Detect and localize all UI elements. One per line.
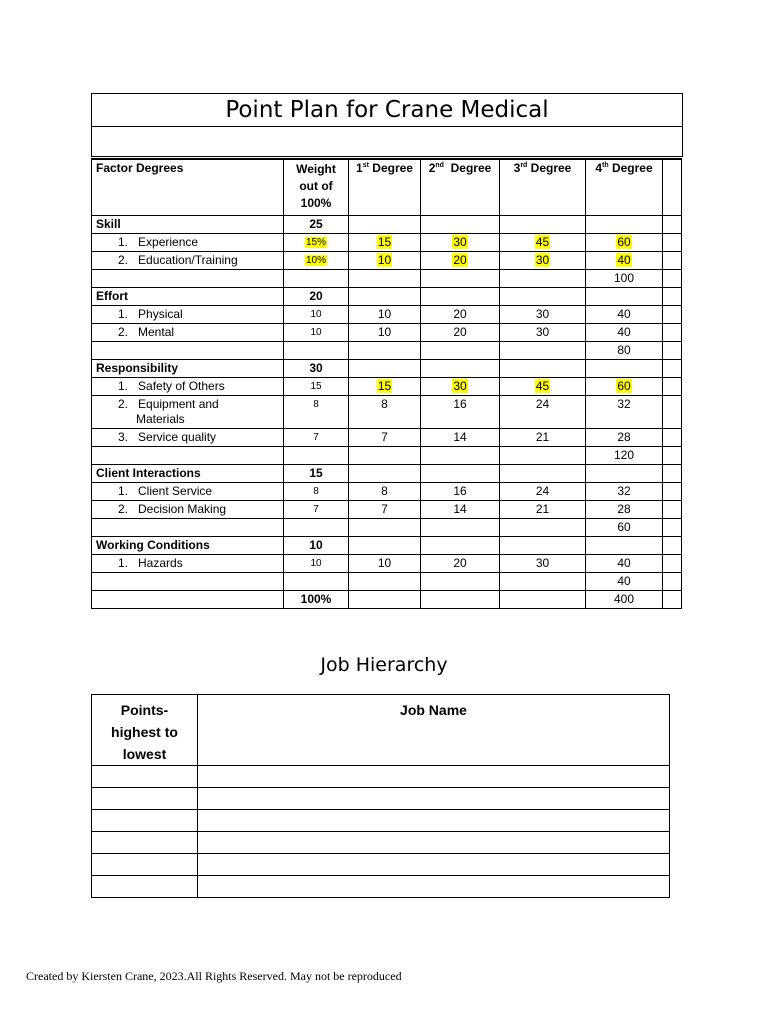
section-weight: 20 xyxy=(284,287,349,305)
footer-copyright: Created by Kiersten Crane, 2023.All Rights Reserved. May not be reproduced xyxy=(26,969,402,983)
job-name-cell[interactable] xyxy=(198,766,670,788)
degree-value: 15 xyxy=(349,233,421,251)
section-row xyxy=(92,215,682,233)
degree-value: 30 xyxy=(421,233,500,251)
degree-value: 8 xyxy=(349,395,421,428)
degree-value: 30 xyxy=(500,251,586,269)
degree-value: 7 xyxy=(349,428,421,446)
subtotal-row xyxy=(92,341,682,359)
degree-value: 32 xyxy=(586,395,663,428)
job-name-cell[interactable] xyxy=(198,788,670,810)
factor-label: 3. Service quality xyxy=(92,428,284,446)
points-cell[interactable] xyxy=(92,832,198,854)
factor-label: 1. Hazards xyxy=(92,554,284,572)
factor-weight: 7 xyxy=(284,428,349,446)
factor-row xyxy=(92,323,682,341)
degree-value: 30 xyxy=(500,305,586,323)
points-cell[interactable] xyxy=(92,788,198,810)
factor-row xyxy=(92,428,682,446)
factor-label: 1. Experience xyxy=(92,233,284,251)
degree-value: 45 xyxy=(500,233,586,251)
section-label: Effort xyxy=(92,287,284,305)
degree-value: 20 xyxy=(421,323,500,341)
table-row xyxy=(92,766,670,788)
subtotal-value: 120 xyxy=(586,446,663,464)
degree-value: 30 xyxy=(500,554,586,572)
factor-label: 2. Decision Making xyxy=(92,500,284,518)
degree-value: 14 xyxy=(421,500,500,518)
degree-value: 15 xyxy=(349,377,421,395)
factor-label: 2. Equipment and Materials xyxy=(92,395,284,428)
factor-row xyxy=(92,500,682,518)
section-weight: 15 xyxy=(284,464,349,482)
blank-cell xyxy=(663,159,682,215)
degree-value: 28 xyxy=(586,500,663,518)
degree-value: 10 xyxy=(349,305,421,323)
table-row xyxy=(92,832,670,854)
subtotal-row xyxy=(92,518,682,536)
subtotal-row xyxy=(92,572,682,590)
factor-row xyxy=(92,233,682,251)
degree-value: 40 xyxy=(586,323,663,341)
degree-value: 7 xyxy=(349,500,421,518)
factor-weight: 15 xyxy=(284,377,349,395)
factor-label: 1. Client Service xyxy=(92,482,284,500)
job-hierarchy-table xyxy=(91,694,670,898)
subtotal-row xyxy=(92,269,682,287)
job-name-cell[interactable] xyxy=(198,832,670,854)
section-label: Responsibility xyxy=(92,359,284,377)
table-row xyxy=(92,876,670,898)
factor-label: 2. Education/Training xyxy=(92,251,284,269)
factor-row xyxy=(92,251,682,269)
header-degree-1: 1st Degree xyxy=(349,159,421,215)
degree-value: 8 xyxy=(349,482,421,500)
factor-label: 2. Mental xyxy=(92,323,284,341)
factor-weight: 7 xyxy=(284,500,349,518)
factor-row xyxy=(92,377,682,395)
section-weight: 25 xyxy=(284,215,349,233)
factor-weight: 8 xyxy=(284,482,349,500)
subtotal-value: 80 xyxy=(586,341,663,359)
degree-value: 30 xyxy=(500,323,586,341)
degree-value: 16 xyxy=(421,482,500,500)
points-cell[interactable] xyxy=(92,810,198,832)
factor-label: 1. Safety of Others xyxy=(92,377,284,395)
section-label: Working Conditions xyxy=(92,536,284,554)
degree-value: 10 xyxy=(349,251,421,269)
factor-row xyxy=(92,482,682,500)
section-label: Skill xyxy=(92,215,284,233)
degree-value: 16 xyxy=(421,395,500,428)
degree-value: 30 xyxy=(421,377,500,395)
job-hierarchy-title: Job Hierarchy xyxy=(320,654,448,676)
point-plan-table xyxy=(91,158,682,609)
degree-value: 21 xyxy=(500,500,586,518)
factor-weight: 10 xyxy=(284,323,349,341)
job-name-cell[interactable] xyxy=(198,854,670,876)
degree-value: 14 xyxy=(421,428,500,446)
subtotal-value: 60 xyxy=(586,518,663,536)
table-row xyxy=(92,788,670,810)
header-degree-2: 2nd Degree xyxy=(421,159,500,215)
factor-row xyxy=(92,395,682,428)
section-label: Client Interactions xyxy=(92,464,284,482)
header-degree-3: 3rd Degree xyxy=(500,159,586,215)
header-row xyxy=(92,159,682,215)
points-cell[interactable] xyxy=(92,876,198,898)
header-points: Points-highest to lowest xyxy=(92,695,198,766)
job-name-cell[interactable] xyxy=(198,810,670,832)
section-weight: 30 xyxy=(284,359,349,377)
degree-value: 45 xyxy=(500,377,586,395)
grand-total-weight: 100% xyxy=(284,590,349,608)
degree-value: 24 xyxy=(500,482,586,500)
degree-value: 24 xyxy=(500,395,586,428)
degree-value: 20 xyxy=(421,305,500,323)
factor-weight: 10 xyxy=(284,554,349,572)
subtotal-value: 40 xyxy=(586,572,663,590)
degree-value: 28 xyxy=(586,428,663,446)
factor-weight: 8 xyxy=(284,395,349,428)
degree-value: 20 xyxy=(421,251,500,269)
header-job-name: Job Name xyxy=(198,695,670,766)
degree-value: 32 xyxy=(586,482,663,500)
job-hierarchy-header xyxy=(92,695,670,766)
factor-row xyxy=(92,305,682,323)
factor-weight: 10 xyxy=(284,305,349,323)
header-degree-4: 4th Degree xyxy=(586,159,663,215)
header-factor: Factor Degrees xyxy=(92,159,284,215)
factor-weight: 10% xyxy=(284,251,349,269)
degree-value: 20 xyxy=(421,554,500,572)
degree-value: 40 xyxy=(586,305,663,323)
degree-value: 21 xyxy=(500,428,586,446)
degree-value: 60 xyxy=(586,377,663,395)
subtotal-value: 100 xyxy=(586,269,663,287)
factor-row xyxy=(92,554,682,572)
section-row xyxy=(92,359,682,377)
header-weight: Weight out of 100% xyxy=(284,159,349,215)
degree-value: 40 xyxy=(586,251,663,269)
points-cell[interactable] xyxy=(92,766,198,788)
points-cell[interactable] xyxy=(92,854,198,876)
degree-value: 40 xyxy=(586,554,663,572)
grand-total-value: 400 xyxy=(586,590,663,608)
section-row xyxy=(92,464,682,482)
section-row xyxy=(92,287,682,305)
section-weight: 10 xyxy=(284,536,349,554)
section-row xyxy=(92,536,682,554)
title-box xyxy=(91,93,683,157)
table-row xyxy=(92,854,670,876)
page-title: Point Plan for Crane Medical xyxy=(92,94,682,127)
job-name-cell[interactable] xyxy=(198,876,670,898)
factor-label: 1. Physical xyxy=(92,305,284,323)
grand-total-row xyxy=(92,590,682,608)
subtotal-row xyxy=(92,446,682,464)
degree-value: 60 xyxy=(586,233,663,251)
table-row xyxy=(92,810,670,832)
factor-weight: 15% xyxy=(284,233,349,251)
degree-value: 10 xyxy=(349,323,421,341)
degree-value: 10 xyxy=(349,554,421,572)
